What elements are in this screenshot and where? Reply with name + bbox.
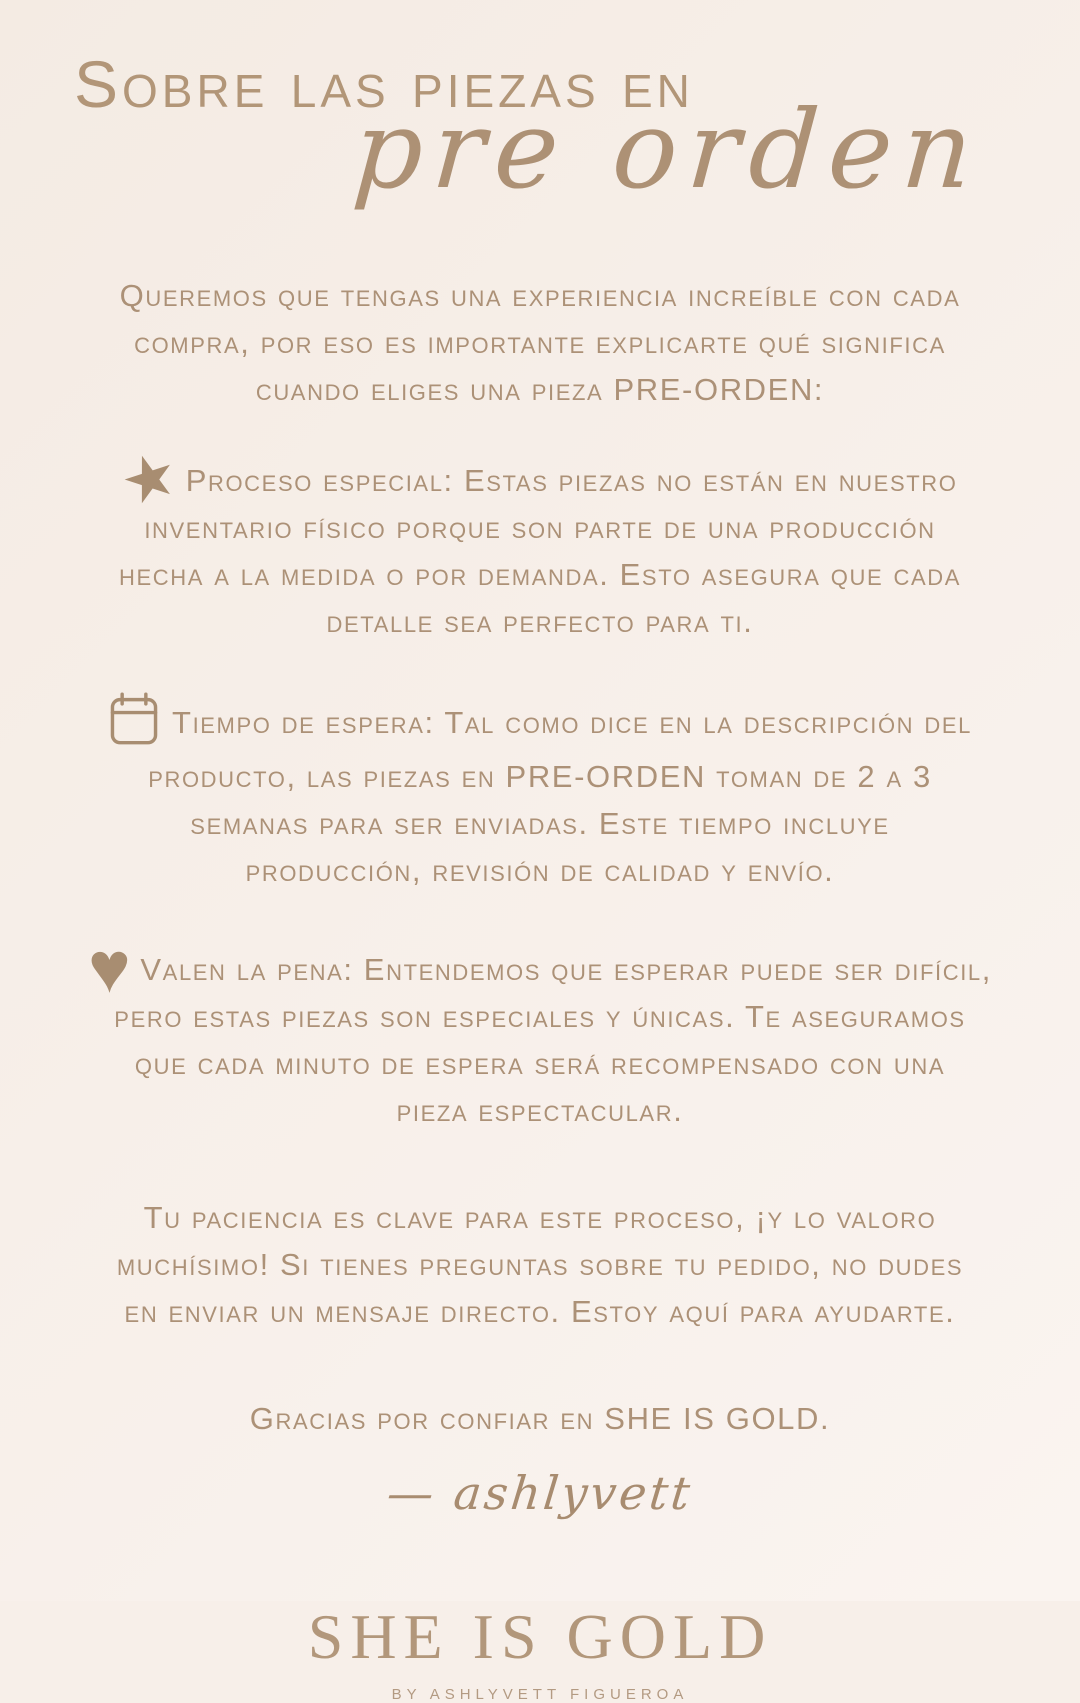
- closing-line: en enviar un mensaje directo. Estoy aquí para ayudarte.: [124, 1294, 956, 1329]
- calendar-icon: [108, 691, 160, 747]
- page-title-script: pre orden: [349, 88, 987, 213]
- intro-line: cuando eliges una pieza PRE-ORDEN:: [255, 372, 825, 407]
- closing-line: Tu paciencia es clave para este proceso, ¡y lo valoro: [143, 1200, 937, 1235]
- section-line: detalle sea perfecto para ti.: [326, 604, 754, 639]
- section-tiempo-de-espera: [0, 697, 1080, 894]
- intro-paragraph: [0, 272, 1080, 413]
- closing-line: muchísimo! Si tienes preguntas sobre tu pedido, no dudes: [116, 1247, 964, 1282]
- section-line-text: Proceso especial: Estas piezas no están en nuestro: [185, 463, 958, 498]
- section-valen-la-pena: [0, 927, 1080, 1134]
- thanks-line: Gracias por confiar en SHE IS GOLD.: [249, 1401, 831, 1436]
- section-line: pieza espectacular.: [396, 1093, 684, 1128]
- section-line: que cada minuto de espera será recompensado con una: [134, 1046, 946, 1081]
- brand-byline: BY ASHLYVETT FIGUEROA: [391, 1686, 689, 1703]
- section-line: producción, revisión de calidad y envío.: [245, 853, 835, 888]
- section-line: [0, 697, 1080, 753]
- section-proceso-especial: [0, 436, 1080, 645]
- section-line-text: Tiempo de espera: Tal como dice en la descripción del: [172, 705, 972, 741]
- section-line: semanas para ser enviadas. Este tiempo incluye: [190, 806, 890, 841]
- section-line: inventario físico porque son parte de una producción: [144, 510, 936, 545]
- section-line: producto, las piezas en PRE-ORDEN toman de 2 a 3: [148, 759, 932, 794]
- section-line: pero estas piezas son especiales y únicas. Te aseguramos: [114, 999, 966, 1034]
- intro-line: Queremos que tengas una experiencia increíble con cada: [119, 278, 961, 313]
- brand-block: [0, 1601, 1080, 1703]
- page-title: Sobre las piezas en: [74, 47, 694, 121]
- section-line-text: Valen la pena: Entendemos que esperar puede ser difícil,: [140, 952, 992, 987]
- brand-logo: SHE IS GOLD: [307, 1601, 773, 1672]
- section-line: [0, 436, 1080, 521]
- star-icon: ★: [111, 436, 188, 521]
- section-line: ♥ Valen la pena: Entendemos que esperar puede ser difícil,: [88, 927, 992, 1008]
- intro-line: compra, por eso es importante explicarte qué significa: [134, 325, 946, 360]
- closing-paragraph: [0, 1194, 1080, 1335]
- signature: — ashlyvett: [384, 1466, 696, 1520]
- section-line: hecha a la medida o por demanda. Esto asegura que cada: [119, 557, 961, 592]
